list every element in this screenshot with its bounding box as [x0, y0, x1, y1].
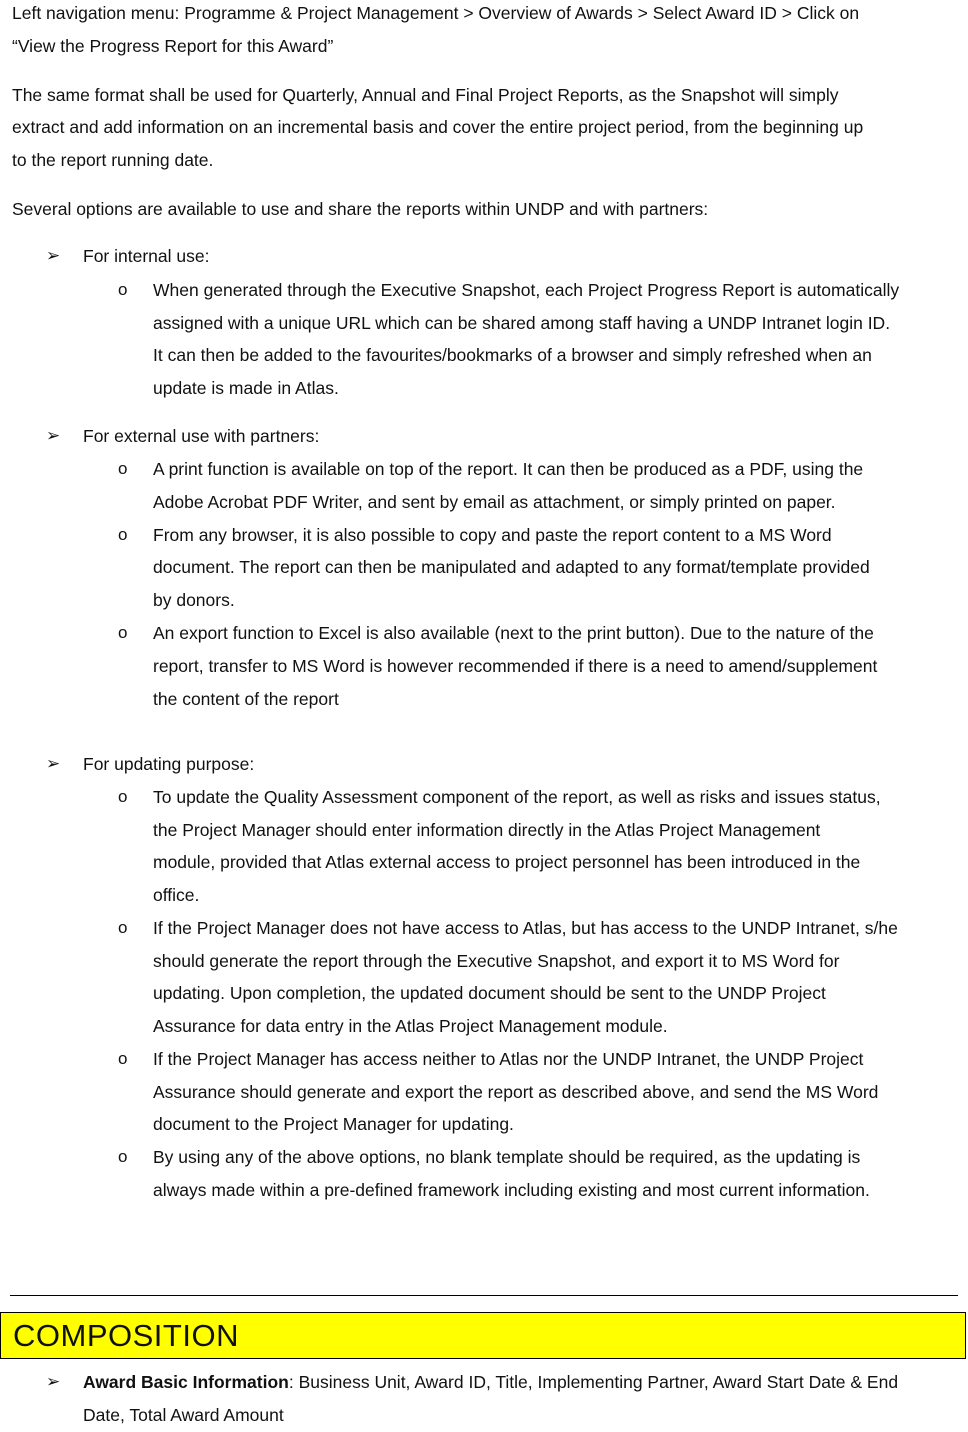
circle-bullet-icon: o — [118, 1049, 128, 1068]
list-item-line: document to the Project Manager for updating. — [153, 1114, 514, 1134]
options-paragraph: Several options are available to use and share the reports within UNDP and with partners: — [12, 199, 709, 219]
nav-path-line-2: “View the Progress Report for this Award” — [12, 36, 334, 56]
format-paragraph-line-1: The same format shall be used for Quarterly, Annual and Final Project Reports, as the Snapshot will simply — [12, 85, 839, 105]
internal-use-heading: For internal use: — [83, 246, 210, 266]
list-item-line: Assurance should generate and export the report as described above, and send the MS Word — [153, 1082, 879, 1102]
list-item-line: If the Project Manager has access neither to Atlas nor the UNDP Intranet, the UNDP Project — [153, 1049, 864, 1069]
award-basic-info-line-1 — [83, 1370, 898, 1394]
list-item-line: An export function to Excel is also available (next to the print button). Due to the nature of the — [153, 623, 874, 643]
arrow-bullet-icon: ➢ — [46, 1372, 61, 1391]
format-paragraph-line-2: extract and add information on an incremental basis and cover the entire project period, from the beginning up — [12, 117, 864, 137]
award-basic-info-label: Award Basic Information — [83, 1372, 289, 1392]
list-item-line: A print function is available on top of the report. It can then be produced as a PDF, using the — [153, 459, 864, 479]
list-item-line: by donors. — [153, 590, 235, 610]
list-item-line: the content of the report — [153, 689, 339, 709]
list-item-line: should generate the report through the Executive Snapshot, and export it to MS Word for — [153, 951, 840, 971]
list-item-line: By using any of the above options, no blank template should be required, as the updating is — [153, 1147, 861, 1167]
format-paragraph-line-3: to the report running date. — [12, 150, 214, 170]
arrow-bullet-icon: ➢ — [46, 426, 61, 445]
arrow-bullet-icon: ➢ — [46, 246, 61, 265]
list-item-line: To update the Quality Assessment component of the report, as well as risks and issues status, — [153, 787, 881, 807]
list-item-line: module, provided that Atlas external access to project personnel has been introduced in the — [153, 852, 861, 872]
arrow-bullet-icon: ➢ — [46, 754, 61, 773]
updating-purpose-heading: For updating purpose: — [83, 754, 255, 774]
external-use-heading: For external use with partners: — [83, 426, 320, 446]
list-item-line: updating. Upon completion, the updated document should be sent to the UNDP Project — [153, 983, 826, 1003]
list-item-line: If the Project Manager does not have access to Atlas, but has access to the UNDP Intranet, s/he — [153, 918, 898, 938]
list-item-line: document. The report can then be manipulated and adapted to any format/template provided — [153, 557, 870, 577]
circle-bullet-icon: o — [118, 918, 128, 937]
list-item-line: always made within a pre-defined framework including existing and most current information. — [153, 1180, 870, 1200]
list-item-line: It can then be added to the favourites/bookmarks of a browser and simply refreshed when an — [153, 345, 872, 365]
list-item-line: the Project Manager should enter information directly in the Atlas Project Management — [153, 820, 821, 840]
circle-bullet-icon: o — [118, 623, 128, 642]
composition-heading: COMPOSITION — [13, 1318, 239, 1353]
composition-banner — [0, 1312, 966, 1359]
circle-bullet-icon: o — [118, 280, 128, 299]
circle-bullet-icon: o — [118, 787, 128, 806]
nav-path-line-1: Left navigation menu: Programme & Project Management > Overview of Awards > Select Award ID > Click on — [12, 3, 860, 23]
award-basic-info-line-2: Date, Total Award Amount — [83, 1405, 284, 1425]
circle-bullet-icon: o — [118, 1147, 128, 1166]
list-item-line: office. — [153, 885, 200, 905]
list-item-line: Adobe Acrobat PDF Writer, and sent by email as attachment, or simply printed on paper. — [153, 492, 836, 512]
list-item-line: When generated through the Executive Snapshot, each Project Progress Report is automatically — [153, 280, 900, 300]
award-basic-info-text: : Business Unit, Award ID, Title, Implementing Partner, Award Start Date & End — [288, 1372, 899, 1392]
circle-bullet-icon: o — [118, 525, 128, 544]
list-item-line: assigned with a unique URL which can be shared among staff having a UNDP Intranet login ID. — [153, 313, 891, 333]
list-item-line: Assurance for data entry in the Atlas Project Management module. — [153, 1016, 668, 1036]
circle-bullet-icon: o — [118, 459, 128, 478]
section-divider — [10, 1295, 958, 1296]
list-item-line: From any browser, it is also possible to copy and paste the report content to a MS Word — [153, 525, 832, 545]
list-item-line: report, transfer to MS Word is however recommended if there is a need to amend/supplement — [153, 656, 878, 676]
list-item-line: update is made in Atlas. — [153, 378, 339, 398]
